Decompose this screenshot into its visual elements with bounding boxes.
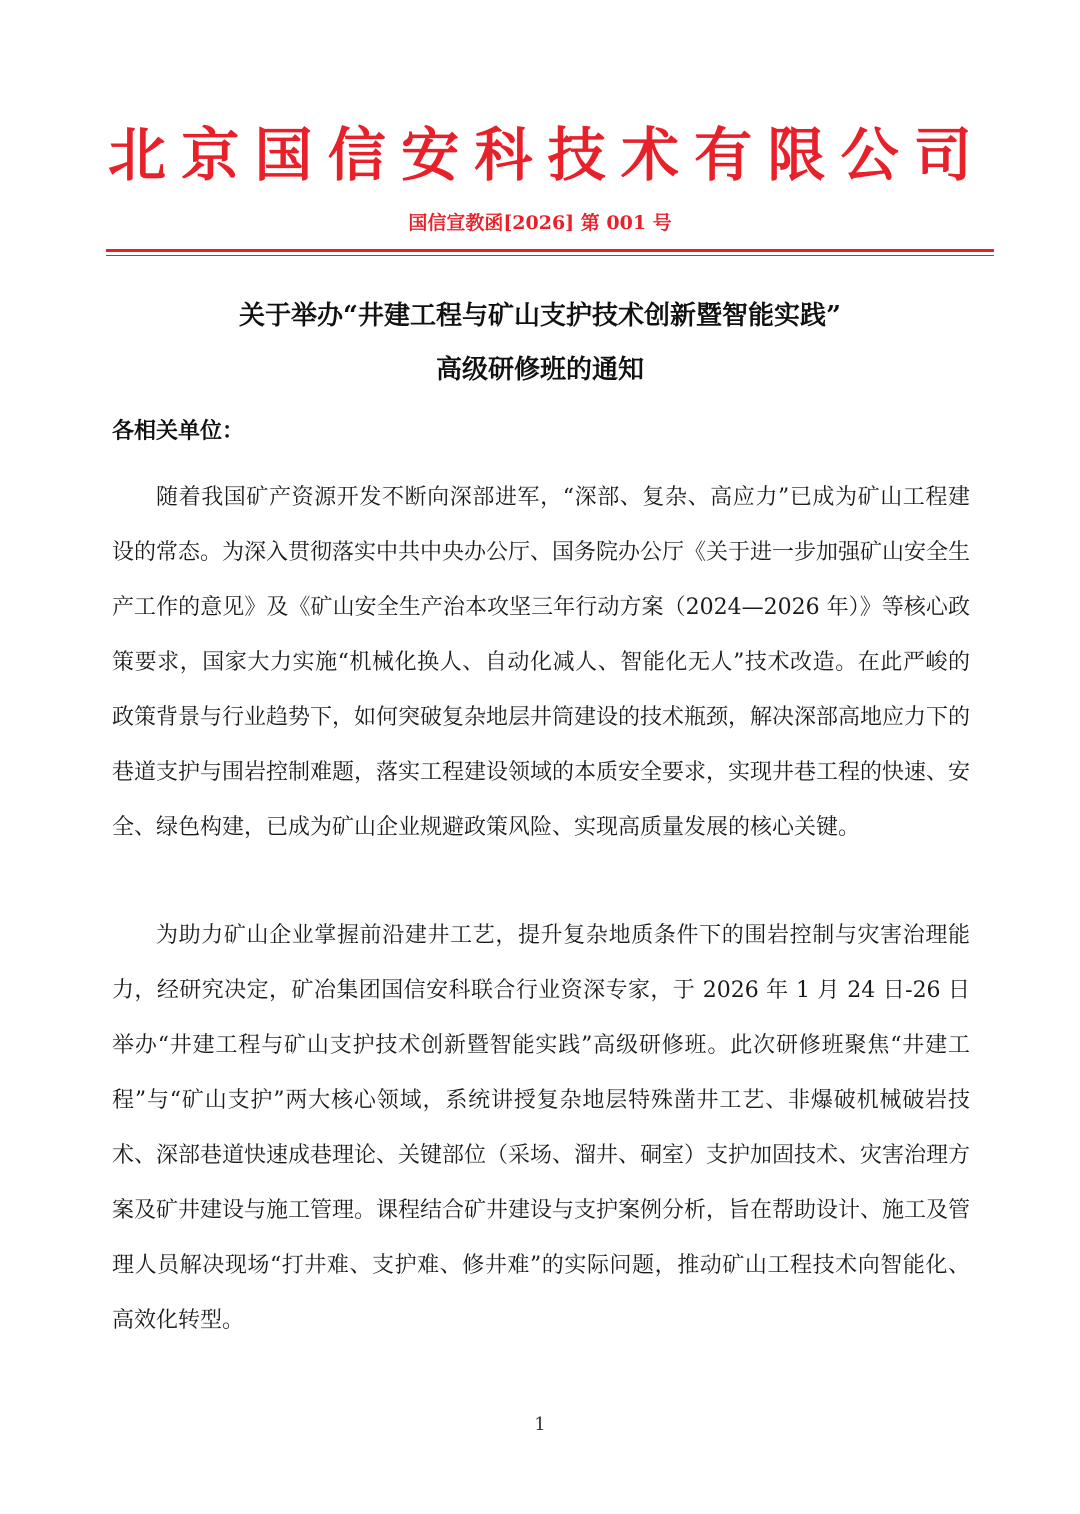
salutation: 各相关单位： [112,418,245,444]
letterhead-char: 限 [767,121,826,189]
letterhead-char: 有 [694,121,753,189]
letterhead-char: 信 [327,121,386,189]
letterhead-char: 司 [913,121,972,189]
header-divider-thick [106,249,994,252]
document-number: 国信宣教函[2026] 第 001 号 [408,212,672,234]
letterhead-char: 术 [620,121,679,189]
letterhead-char: 国 [254,121,313,189]
company-letterhead [108,120,972,190]
letterhead-char: 安 [401,121,460,189]
body-paragraph-1: 随着我国矿产资源开发不断向深部进军，“深部、复杂、高应力”已成为矿山工程建设的常态。为深入贯彻落实中共中央办公厅、国务院办公厅《关于进一步加强矿山安全生产工作的意见》及《矿山安全生产治本攻坚三年行动方案（2024—2026 年）》等核心政策要求，国家大力实施“机械化换人、自动化减人、智能化无人”技术改造。在此严峻的政策背景与行业趋势下，如何突破复杂地层井筒建设的技术瓶颈，解决深部高地应力下的巷道支护与围岩控制难题，落实工程建设领域的本质安全要求，实现井巷工程的快速、安全、绿色构建，已成为矿山企业规避政策风险、实现高质量发展的核心关键。 [112,485,971,840]
letterhead-char: 科 [474,121,533,189]
notice-title-line-1: 关于举办“井建工程与矿山支护技术创新暨智能实践” [239,301,841,331]
notice-title-line-2: 高级研修班的通知 [435,355,644,385]
letterhead-char: 公 [840,121,899,189]
letterhead-char: 京 [181,121,240,189]
header-divider-thin [106,255,994,256]
body-paragraph-2: 为助力矿山企业掌握前沿建井工艺，提升复杂地质条件下的围岩控制与灾害治理能力，经研究决定，矿冶集团国信安科联合行业资深专家，于 2026 年 1 月 24 日-26 日举办“井建工程与矿山支护技术创新暨智能实践”高级研修班。此次研修班聚焦“井建工程”与“矿山支护”两大核心领域，系统讲授复杂地层特殊凿井工艺、非爆破机械破岩技术、深部巷道快速成巷理论、关键部位（采场、溜井、硐室）支护加固技术、灾害治理方案及矿井建设与施工管理。课程结合矿井建设与支护案例分析，旨在帮助设计、施工及管理人员解决现场“打井难、支护难、修井难”的实际问题，推动矿山工程技术向智能化、高效化转型。 [112,923,971,1333]
letterhead-char: 技 [547,121,606,189]
letterhead-char: 北 [108,121,167,189]
page-number: 1 [534,1414,546,1435]
